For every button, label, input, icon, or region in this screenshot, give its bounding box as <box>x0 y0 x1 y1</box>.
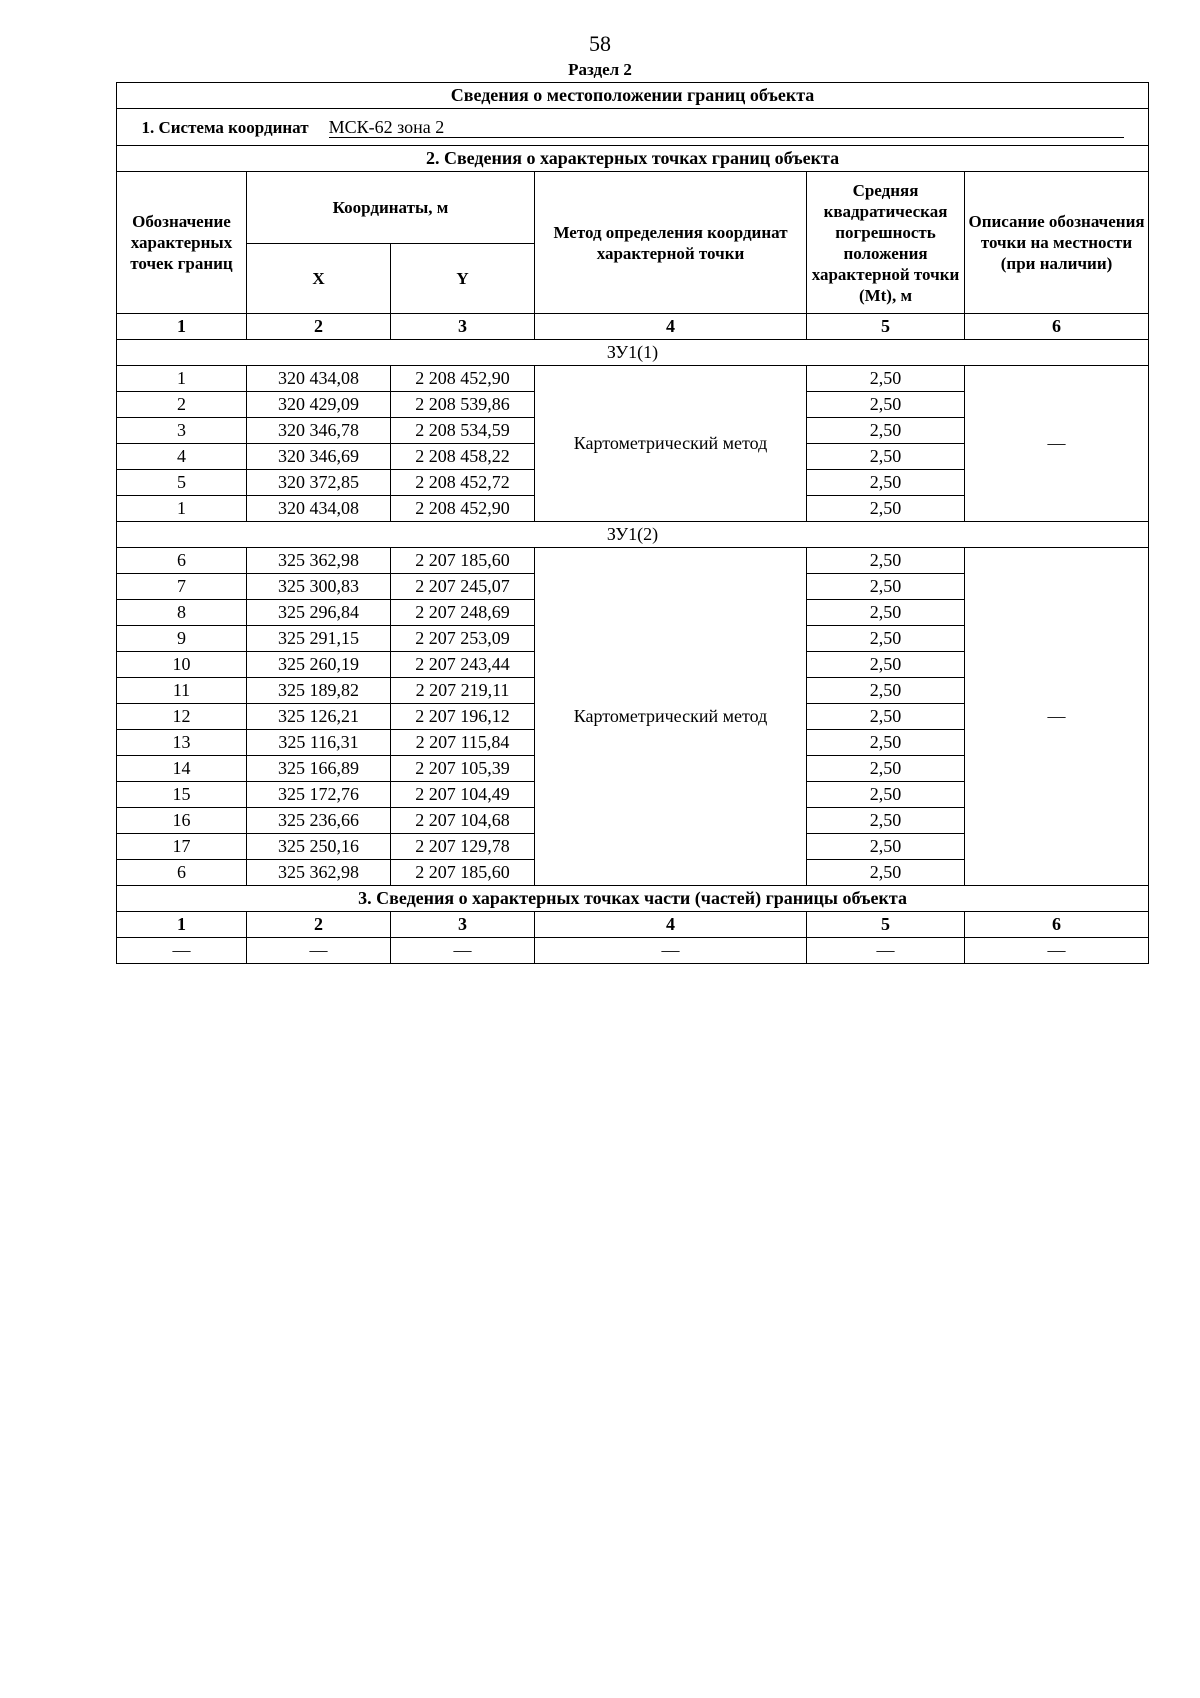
column-numbers-row <box>117 912 1149 938</box>
point-x: 325 189,82 <box>247 678 391 704</box>
parcel-name-row <box>117 522 1149 548</box>
point-number: 13 <box>117 730 247 756</box>
column-number: 4 <box>535 912 807 938</box>
subsection2-title: 2. Сведения о характерных точках границ объекта <box>117 146 1149 172</box>
point-error: 2,50 <box>807 548 965 574</box>
point-y: 2 207 245,07 <box>391 574 535 600</box>
point-error: 2,50 <box>807 600 965 626</box>
point-x: 325 291,15 <box>247 626 391 652</box>
point-number: 6 <box>117 860 247 886</box>
header-y: Y <box>391 244 535 314</box>
column-number: 1 <box>117 912 247 938</box>
point-y: 2 207 104,49 <box>391 782 535 808</box>
table-row <box>117 548 1149 574</box>
point-y: 2 207 104,68 <box>391 808 535 834</box>
column-number: 2 <box>247 314 391 340</box>
point-number: 11 <box>117 678 247 704</box>
empty-value-cell: — <box>247 938 391 964</box>
point-x: 325 126,21 <box>247 704 391 730</box>
point-number: 8 <box>117 600 247 626</box>
parcel-name: ЗУ1(1) <box>117 340 1149 366</box>
column-number: 2 <box>247 912 391 938</box>
point-error: 2,50 <box>807 392 965 418</box>
method-cell: Картометрический метод <box>535 548 807 886</box>
point-number: 5 <box>117 470 247 496</box>
subsection3-title-row <box>117 886 1149 912</box>
point-error: 2,50 <box>807 418 965 444</box>
point-number: 2 <box>117 392 247 418</box>
point-error: 2,50 <box>807 678 965 704</box>
empty-value-cell: — <box>391 938 535 964</box>
header-description: Описание обозначения точки на местности (при наличии) <box>965 172 1149 314</box>
subsection2-title-row <box>117 146 1149 172</box>
table-title: Сведения о местоположении границ объекта <box>117 83 1149 109</box>
point-x: 320 434,08 <box>247 366 391 392</box>
point-error: 2,50 <box>807 652 965 678</box>
point-error: 2,50 <box>807 860 965 886</box>
subsection3-title: 3. Сведения о характерных точках части (частей) границы объекта <box>117 886 1149 912</box>
point-number: 1 <box>117 366 247 392</box>
column-numbers-row <box>117 314 1149 340</box>
page-number: 58 <box>589 31 611 56</box>
point-y: 2 208 452,90 <box>391 366 535 392</box>
point-y: 2 208 539,86 <box>391 392 535 418</box>
point-y: 2 207 129,78 <box>391 834 535 860</box>
point-y: 2 207 253,09 <box>391 626 535 652</box>
point-y: 2 207 196,12 <box>391 704 535 730</box>
column-number: 5 <box>807 912 965 938</box>
point-y: 2 208 534,59 <box>391 418 535 444</box>
point-x: 325 250,16 <box>247 834 391 860</box>
point-number: 16 <box>117 808 247 834</box>
point-x: 320 429,09 <box>247 392 391 418</box>
column-number: 5 <box>807 314 965 340</box>
point-x: 325 166,89 <box>247 756 391 782</box>
empty-value-cell: — <box>117 938 247 964</box>
subsection3-row <box>117 938 1149 964</box>
coord-system-row <box>117 109 1149 146</box>
empty-value-cell: — <box>535 938 807 964</box>
point-error: 2,50 <box>807 756 965 782</box>
column-number: 1 <box>117 314 247 340</box>
point-x: 320 346,78 <box>247 418 391 444</box>
point-number: 10 <box>117 652 247 678</box>
point-error: 2,50 <box>807 470 965 496</box>
point-error: 2,50 <box>807 366 965 392</box>
point-x: 320 434,08 <box>247 496 391 522</box>
parcel-name: ЗУ1(2) <box>117 522 1149 548</box>
coord-system-value: МСК-62 зона 2 <box>329 117 1124 138</box>
point-error: 2,50 <box>807 808 965 834</box>
point-number: 12 <box>117 704 247 730</box>
point-number: 1 <box>117 496 247 522</box>
point-number: 3 <box>117 418 247 444</box>
point-y: 2 207 248,69 <box>391 600 535 626</box>
table-row <box>117 366 1149 392</box>
point-error: 2,50 <box>807 782 965 808</box>
point-number: 17 <box>117 834 247 860</box>
header-method: Метод определения координат характерной точки <box>535 172 807 314</box>
point-y: 2 207 219,11 <box>391 678 535 704</box>
point-number: 14 <box>117 756 247 782</box>
parcel-name-row <box>117 340 1149 366</box>
point-error: 2,50 <box>807 834 965 860</box>
column-number: 6 <box>965 314 1149 340</box>
point-error: 2,50 <box>807 626 965 652</box>
column-number: 6 <box>965 912 1149 938</box>
column-number: 3 <box>391 912 535 938</box>
empty-value-cell: — <box>965 938 1149 964</box>
point-number: 9 <box>117 626 247 652</box>
point-x: 325 300,83 <box>247 574 391 600</box>
header-row-1 <box>117 172 1149 244</box>
point-number: 6 <box>117 548 247 574</box>
header-x: X <box>247 244 391 314</box>
point-x: 325 260,19 <box>247 652 391 678</box>
header-error: Средняя квадратическая погрешность положения характерной точки (Mt), м <box>807 172 965 314</box>
point-x: 325 116,31 <box>247 730 391 756</box>
column-number: 4 <box>535 314 807 340</box>
point-y: 2 208 458,22 <box>391 444 535 470</box>
point-x: 325 236,66 <box>247 808 391 834</box>
point-x: 325 172,76 <box>247 782 391 808</box>
point-number: 15 <box>117 782 247 808</box>
point-x: 320 372,85 <box>247 470 391 496</box>
point-error: 2,50 <box>807 444 965 470</box>
point-error: 2,50 <box>807 704 965 730</box>
point-error: 2,50 <box>807 496 965 522</box>
description-cell: — <box>965 548 1149 886</box>
point-y: 2 207 115,84 <box>391 730 535 756</box>
point-y: 2 207 105,39 <box>391 756 535 782</box>
point-x: 325 362,98 <box>247 548 391 574</box>
point-y: 2 207 243,44 <box>391 652 535 678</box>
point-x: 325 362,98 <box>247 860 391 886</box>
empty-value-cell: — <box>807 938 965 964</box>
header-coordinates: Координаты, м <box>247 172 535 244</box>
point-number: 7 <box>117 574 247 600</box>
description-cell: — <box>965 366 1149 522</box>
point-x: 320 346,69 <box>247 444 391 470</box>
point-y: 2 207 185,60 <box>391 548 535 574</box>
point-error: 2,50 <box>807 730 965 756</box>
boundary-table <box>116 82 1149 964</box>
point-number: 4 <box>117 444 247 470</box>
point-y: 2 208 452,90 <box>391 496 535 522</box>
header-designation: Обозначение характерных точек границ <box>117 172 247 314</box>
point-y: 2 207 185,60 <box>391 860 535 886</box>
point-x: 325 296,84 <box>247 600 391 626</box>
method-cell: Картометрический метод <box>535 366 807 522</box>
section-heading: Раздел 2 <box>568 60 632 79</box>
point-error: 2,50 <box>807 574 965 600</box>
point-y: 2 208 452,72 <box>391 470 535 496</box>
coord-system-label: 1. Система координат <box>141 117 309 137</box>
column-number: 3 <box>391 314 535 340</box>
table-title-row <box>117 83 1149 109</box>
